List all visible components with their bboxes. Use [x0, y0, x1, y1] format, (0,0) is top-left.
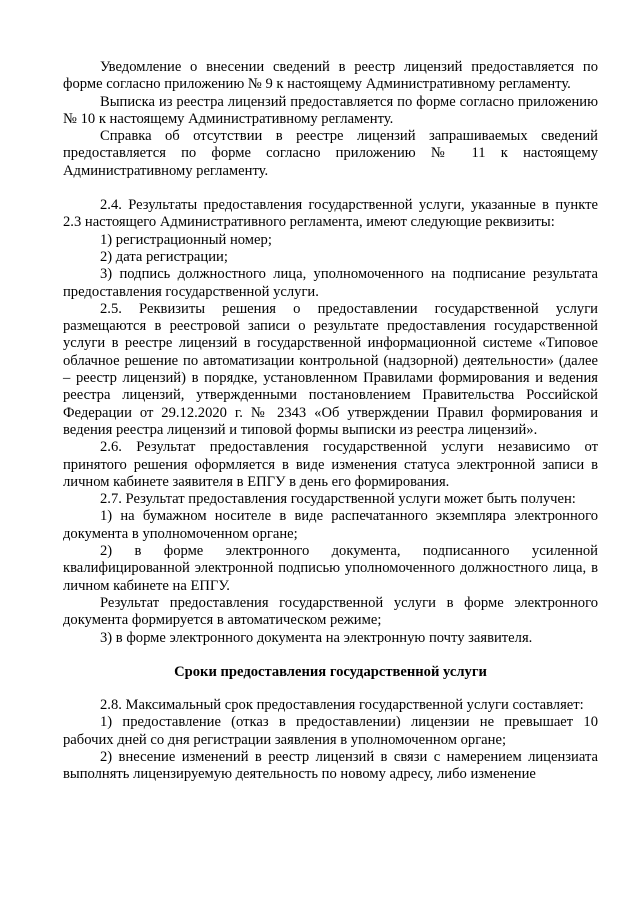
- section-heading: Сроки предоставления государственной услуги: [174, 663, 487, 680]
- list-item-registry-changes: 2) внесение изменений в реестр лицензий в связи с намерением лицензиата выполнять лицензируемую деятельность по новому адресу, либо изменение: [63, 748, 598, 783]
- list-item-reg-date: 2) дата регистрации;: [100, 248, 228, 265]
- list-item-paper: 1) на бумажном носителе в виде распечатанного экземпляра электронного документа в уполномоченном органе;: [63, 508, 598, 542]
- paragraph-certificate-form: Справка об отсутствии в реестре лицензий запрашиваемых сведений предоставляется по форме согласно приложению № 11 к настоящему Административному регламенту.: [63, 128, 598, 179]
- paragraph-2-4: 2.4. Результаты предоставления государственной услуги, указанные в пункте 2.3 настоящего Административного регламента, имеют следующие реквизиты:: [63, 197, 598, 231]
- paragraph-auto-mode: Результат предоставления государственной услуги в форме электронного документа формируется в автоматическом режиме;: [63, 594, 598, 629]
- list-item-electronic: 2) в форме электронного документа, подписанного усиленной квалифицированной электронной подписью уполномоченного должностного лица, в личном кабинете на ЕПГУ.: [63, 543, 598, 594]
- document-page: [63, 59, 598, 784]
- paragraph-2-7: 2.7. Результат предоставления государственной услуги может быть получен:: [100, 491, 576, 508]
- list-item-signature: 3) подпись должностного лица, уполномоченного на подписание результата предоставления государственной услуги.: [63, 266, 598, 300]
- paragraph-2-6: 2.6. Результат предоставления государственной услуги независимо от принятого решения оформляется в виде изменения статуса электронной записи в личном кабинете заявителя в ЕПГУ в день его формирования.: [63, 439, 598, 490]
- paragraph-extract-form: Выписка из реестра лицензий предоставляется по форме согласно приложению № 10 к настоящему Административному регламенту.: [63, 93, 598, 127]
- list-item-email: 3) в форме электронного документа на электронную почту заявителя.: [100, 629, 533, 646]
- paragraph-2-5: 2.5. Реквизиты решения о предоставлении государственной услуги размещаются в реестровой записи о результате предоставления государственной услуги в реестре лицензий в государственной информационной системе «Типовое облачное решение по автоматизации контрольной (надзорной) деятельности» (далее – реестр лицензий) в порядке, установленном Правилами формирования и ведения реестра лицензий, утвержденными постановлением Правительства Российской Федерации от 29.12.2020 г. № 2343 «Об утверждении Правил формирования и ведения реестра лицензий и типовой формы выписки из реестра лицензий».: [63, 300, 598, 438]
- list-item-license-term: 1) предоставление (отказ в предоставлении) лицензии не превышает 10 рабочих дней со дня регистрации заявления в уполномоченном органе;: [63, 714, 598, 748]
- paragraph-2-8: 2.8. Максимальный срок предоставления государственной услуги составляет:: [100, 697, 584, 714]
- list-item-reg-number: 1) регистрационный номер;: [100, 231, 272, 248]
- paragraph-notice-form: Уведомление о внесении сведений в реестр лицензий предоставляется по форме согласно приложению № 9 к настоящему Административному регламенту.: [63, 59, 598, 93]
